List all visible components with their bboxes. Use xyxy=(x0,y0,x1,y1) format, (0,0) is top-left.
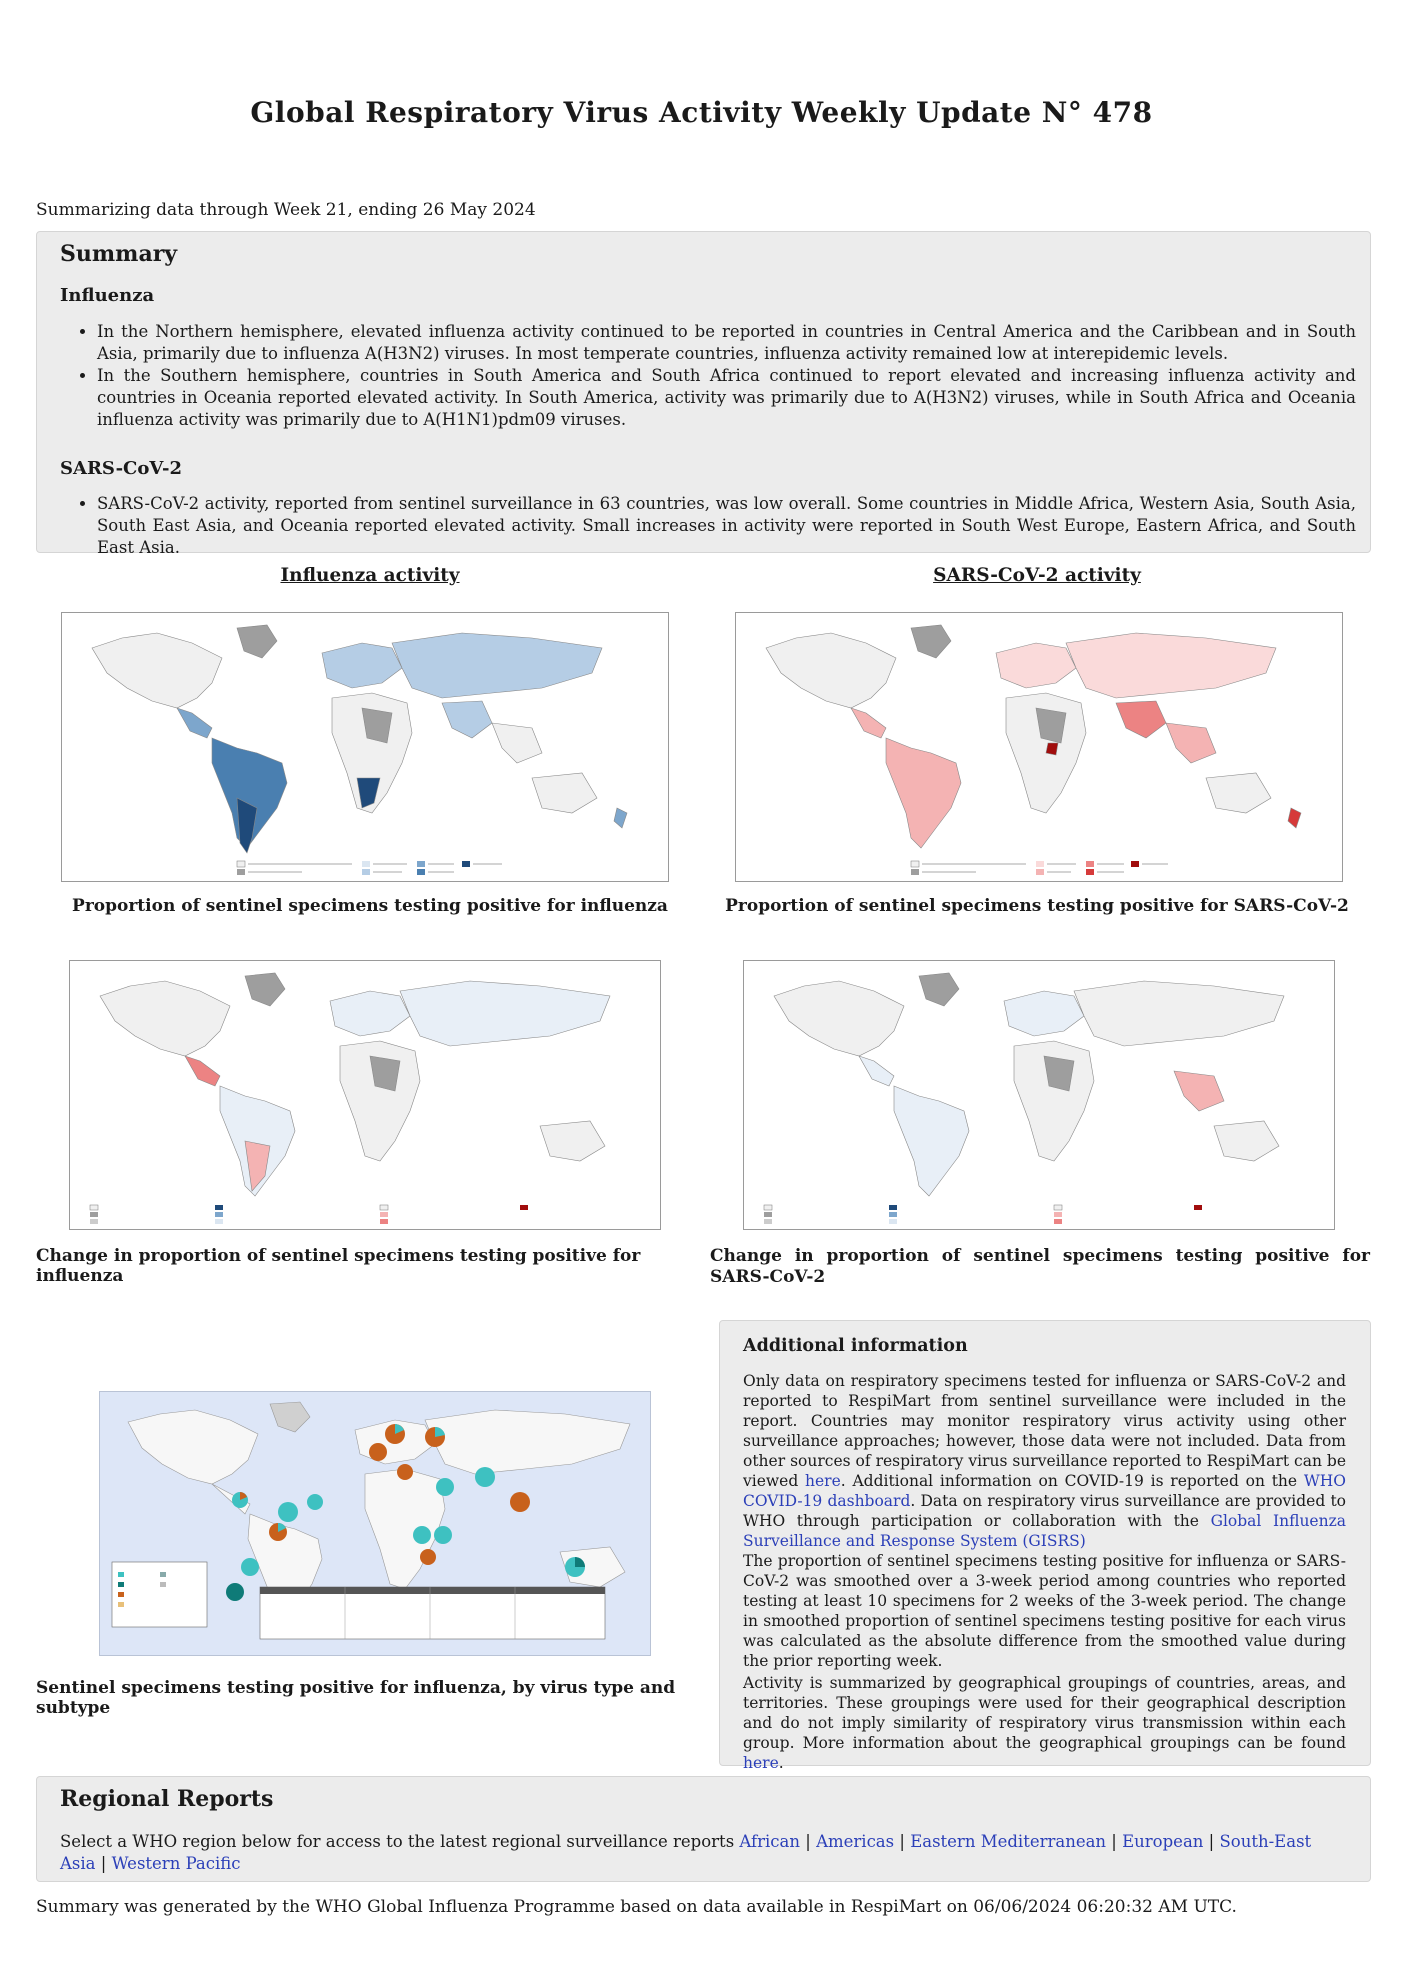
region-link-americas[interactable]: Americas xyxy=(816,1832,895,1851)
world-land xyxy=(766,625,1301,848)
map-legend xyxy=(90,1205,528,1224)
paragraph-text: . xyxy=(778,1754,784,1772)
additional-info-paragraph-2: The proportion of sentinel specimens testing positive for influenza or SARS-CoV-2 was smoothed over a 3-week period among countries who reported testing at least 10 specimens for 2 weeks of the 3-week period. The change in smoothed proportion of sentinel specimens testing positive for each virus was calculated as the absolute difference from the smoothed value during the prior reporting week. xyxy=(743,1552,1346,1670)
regional-reports-heading: Regional Reports xyxy=(60,1786,274,1812)
influenza-proportion-map xyxy=(61,612,669,882)
page-subtitle: Summarizing data through Week 21, ending 26 May 2024 xyxy=(36,200,536,220)
caption-flu-proportion: Proportion of sentinel specimens testing positive for influenza xyxy=(72,896,668,916)
map-legend xyxy=(237,861,502,875)
paragraph-text: Only data on respiratory specimens tested for influenza or SARS-CoV-2 and reported to RespiMart from sentinel surveillance were included in the report. Countries may monitor respiratory virus activity using other surveillance approaches; however, those data were not included. Data from other sources of respiratory virus surveillance reported to RespiMart can be viewed xyxy=(743,1372,1346,1490)
region-link-south-east-asia[interactable]: South-East Asia xyxy=(60,1832,1312,1873)
paragraph-text: Activity is summarized by geographical groupings of countries, areas, and territories. These groupings were used for their geographical description and do not imply similarity of respiratory virus transmission within each group. More information about the geographical groupings can be found xyxy=(743,1674,1346,1752)
caption-sars-proportion: Proportion of sentinel specimens testing positive for SARS-CoV-2 xyxy=(725,896,1349,916)
world-land xyxy=(100,973,610,1196)
sars-bullet-list xyxy=(51,493,1356,559)
world-land xyxy=(92,625,627,853)
influenza-bullet: • In the Northern hemisphere, elevated influenza activity continued to be reported in countries in Central America and the Caribbean and in South Asia, primarily due to influenza A(H3N2) viruses. In most temperate countries, influenza activity remained low at interepidemic levels. xyxy=(97,321,1356,365)
influenza-bullet-list xyxy=(51,321,1356,431)
regional-reports-text xyxy=(60,1831,1350,1875)
page-title: Global Respiratory Virus Activity Weekly Update N° 478 xyxy=(250,96,1153,129)
sars-bullet: • SARS-CoV-2 activity, reported from sentinel surveillance in 63 countries, was low overall. Some countries in Middle Africa, Western Asia, South Asia, South East Asia, and Oceania reported elevated activity. Small increases in activity were reported in South West Europe, Eastern Africa, and South East Asia. xyxy=(97,493,1356,559)
sars-activity-title: SARS-CoV-2 activity xyxy=(933,565,1141,586)
influenza-activity-title: Influenza activity xyxy=(280,565,460,586)
region-link-eastern-mediterranean[interactable]: Eastern Mediterranean xyxy=(910,1832,1107,1851)
summary-heading: Summary xyxy=(60,241,178,267)
map-legend xyxy=(911,861,1168,875)
link-separator: | xyxy=(1106,1832,1123,1851)
map-legend xyxy=(764,1205,1202,1224)
sars-heading: SARS-CoV-2 xyxy=(60,458,183,479)
regional-reports-box xyxy=(36,1776,1371,1882)
additional-info-heading: Additional information xyxy=(743,1336,968,1356)
footer-text: Summary was generated by the WHO Global Influenza Programme based on data available in RespiMart on 06/06/2024 06:20:32 AM UTC. xyxy=(36,1897,1237,1917)
additional-info-box xyxy=(719,1320,1371,1772)
gisrs-link[interactable]: Global Influenza Surveillance and Response System (GISRS) xyxy=(743,1512,1346,1550)
summary-box xyxy=(36,231,1371,557)
influenza-change-map xyxy=(69,960,661,1230)
caption-flu-subtype: Sentinel specimens testing positive for influenza, by virus type and subtype xyxy=(36,1678,676,1718)
subtype-table xyxy=(260,1587,605,1639)
link-separator: | xyxy=(894,1832,911,1851)
region-link-african[interactable]: African xyxy=(739,1832,801,1851)
sars-proportion-map xyxy=(735,612,1343,882)
regional-intro: Select a WHO region below for access to the latest regional surveillance reports xyxy=(60,1832,740,1851)
link-separator: | xyxy=(1203,1832,1220,1851)
caption-flu-change: Change in proportion of sentinel specimens testing positive for influenza xyxy=(36,1246,641,1286)
influenza-bullet: • In the Southern hemisphere, countries in South America and South Africa continued to report elevated and increasing influenza activity and countries in Oceania reported elevated activity. In South America, activity was primarily due to A(H3N2) viruses, while in South Africa and Oceania influenza activity was primarily due to A(H1N1)pdm09 viruses. xyxy=(97,365,1356,431)
region-link-european[interactable]: European xyxy=(1122,1832,1204,1851)
sars-change-map xyxy=(743,960,1335,1230)
paragraph-text: . Data on respiratory virus surveillance are provided to WHO through participation or collaboration with the xyxy=(743,1492,1347,1530)
additional-info-paragraph-1 xyxy=(743,1371,1346,1551)
geographical-groupings-link[interactable]: here xyxy=(743,1754,779,1772)
influenza-subtype-map xyxy=(99,1391,651,1656)
paragraph-text: . Additional information on COVID-19 is reported on the xyxy=(840,1472,1304,1490)
region-link-western-pacific[interactable]: Western Pacific xyxy=(111,1854,241,1873)
additional-info-paragraph-3 xyxy=(743,1673,1346,1773)
link-separator: | xyxy=(95,1854,112,1873)
respimart-link[interactable]: here xyxy=(805,1472,841,1490)
caption-sars-change: Change in proportion of sentinel specimens testing positive for SARS-CoV-2 xyxy=(710,1246,1370,1287)
world-land xyxy=(774,973,1284,1196)
link-separator: | xyxy=(800,1832,817,1851)
covid-dashboard-link[interactable]: WHO COVID-19 dashboard xyxy=(743,1472,1346,1510)
influenza-heading: Influenza xyxy=(60,285,155,306)
subtype-legend xyxy=(112,1562,207,1627)
